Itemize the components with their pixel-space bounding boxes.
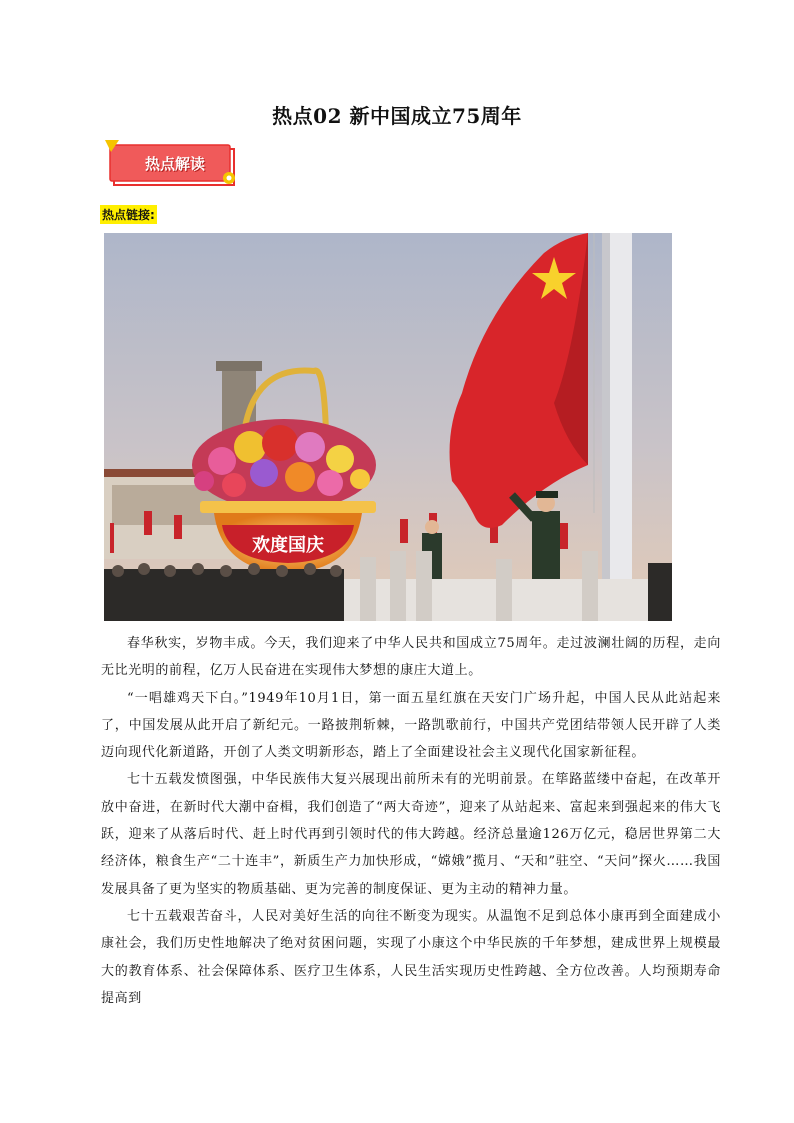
paragraph: 七十五载艰苦奋斗，人民对美好生活的向往不断变为现实。从温饱不足到总体小康再到全面建成小康社会，我们历史性地解决了绝对贫困问题，实现了小康这个中华民族的千年梦想，建成世界上规模最大的教育体系、社会保障体系、医疗卫生体系，人民生活实现历史性跨越、全方位改善。人均预期寿命提高到 xyxy=(101,908,721,1006)
page-title: 热点02 新中国成立75周年 xyxy=(272,104,522,128)
section-badge xyxy=(105,140,237,188)
basket-caption: 欢度国庆 xyxy=(252,535,324,556)
badge-label: 热点解读 xyxy=(144,155,205,173)
paragraph: 七十五载发愤图强，中华民族伟大复兴展现出前所未有的光明前景。在筚路蓝缕中奋起，在改革开放中奋进，在新时代大潮中奋楫，我们创造了“两大奇迹”，迎来了从站起来、富起来到强起来的伟大飞跃，迎来了从落后时代、赶上时代再到引领时代的伟大跨越。经济总量逾126万亿元，稳居世界第二大经济体，粮食生产“二十连丰”，新质生产力加快形成，“嫦娥”揽月、“天和”驻空、“天问”探火……我国发展具备了更为坚实的物质基础、更为完善的制度保证、更为主动的精神力量。 xyxy=(101,772,721,897)
paragraph: 春华秋实，岁物丰成。今天，我们迎来了中华人民共和国成立75周年。走过波澜壮阔的历程，走向无比光明的前程，亿万人民奋进在实现伟大梦想的康庄大道上。 xyxy=(101,636,721,679)
paragraph: “一唱雄鸡天下白。”1949年10月1日，第一面五星红旗在天安门广场升起，中国人民从此站起来了，中国发展从此开启了新纪元。一路披荆斩棘，一路凯歌前行，中国共产党团结带领人民开辟了人类迈向现代化新道路，开创了人类文明新形态，踏上了全面建设社会主义现代化国家新征程。 xyxy=(101,690,721,761)
article-body xyxy=(101,630,721,1012)
hot-link-label: 热点链接: xyxy=(100,205,157,224)
flag-raising-photo xyxy=(104,233,672,621)
